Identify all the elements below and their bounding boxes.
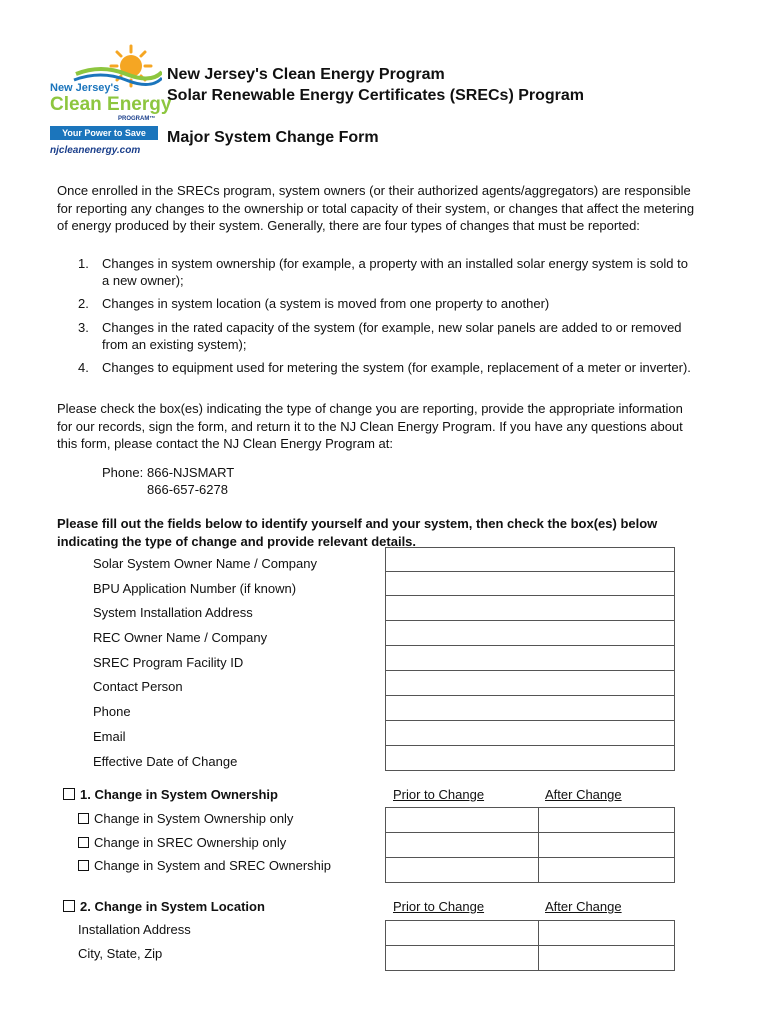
phone-field[interactable] bbox=[385, 695, 675, 721]
section2-prior-field[interactable] bbox=[385, 920, 539, 946]
field-label: SREC Program Facility ID bbox=[93, 655, 244, 670]
njcep-logo bbox=[46, 44, 172, 164]
program-title: New Jersey's Clean Energy Program bbox=[167, 66, 445, 83]
section1-checkbox[interactable] bbox=[63, 788, 75, 800]
section1-title: 1. Change in System Ownership bbox=[80, 787, 278, 802]
phone-label: Phone: bbox=[102, 465, 144, 480]
section2-prior-header: Prior to Change bbox=[393, 899, 485, 914]
list-text: Changes in system location (a system is moved from one property to another) bbox=[102, 296, 550, 311]
section1-after-field[interactable] bbox=[538, 832, 675, 858]
list-text: Changes in the rated capacity of the system (for example, new solar panels are added to or removed from an existing system); bbox=[102, 320, 682, 352]
facility-id-field[interactable] bbox=[385, 645, 675, 671]
section1-heading bbox=[63, 787, 278, 802]
section2-heading bbox=[63, 899, 265, 914]
logo-line3: PROGRAM™ bbox=[118, 116, 156, 122]
list-number: 4. bbox=[78, 360, 89, 375]
phone-number-2: 866-657-6278 bbox=[147, 482, 228, 497]
field-label: Solar System Owner Name / Company bbox=[93, 556, 317, 571]
section1-prior-header: Prior to Change bbox=[393, 787, 485, 802]
section2-row-label: City, State, Zip bbox=[78, 946, 163, 961]
logo-line1: New Jersey's bbox=[50, 82, 120, 94]
fill-instructions: Please fill out the fields below to identify yourself and your system, then check the box(es) below indicating the type of change and provide relevant details. bbox=[57, 516, 658, 549]
list-number: 1. bbox=[78, 256, 89, 271]
option-checkbox[interactable] bbox=[78, 813, 89, 824]
field-label: Effective Date of Change bbox=[93, 754, 238, 769]
owner-name-field[interactable] bbox=[385, 547, 675, 572]
section1-prior-field[interactable] bbox=[385, 832, 539, 858]
section1-after-field[interactable] bbox=[538, 857, 675, 883]
instructions-paragraph: Please check the box(es) indicating the type of change you are reporting, provide the appropriate information for our records, sign the form, and return it to the NJ Clean Energy Program. If you have any questions about this form, please contact the NJ Clean Energy Program at: bbox=[57, 401, 683, 451]
program-subtitle: Solar Renewable Energy Certificates (SRECs) Program bbox=[167, 87, 585, 104]
option-label: Change in System and SREC Ownership bbox=[94, 858, 332, 873]
field-label: Phone bbox=[93, 704, 131, 719]
field-label: System Installation Address bbox=[93, 605, 253, 620]
email-field[interactable] bbox=[385, 720, 675, 746]
field-label: Contact Person bbox=[93, 679, 183, 694]
option-label: Change in SREC Ownership only bbox=[94, 835, 287, 850]
field-label: Email bbox=[93, 729, 126, 744]
logo-url: njcleanenergy.com bbox=[50, 145, 141, 156]
field-label: REC Owner Name / Company bbox=[93, 630, 268, 645]
option-label: Change in System Ownership only bbox=[94, 811, 294, 826]
logo-tagline: Your Power to Save bbox=[50, 126, 158, 140]
section1-option bbox=[78, 811, 293, 826]
list-text: Changes to equipment used for metering the system (for example, replacement of a meter or inverter). bbox=[102, 360, 691, 375]
option-checkbox[interactable] bbox=[78, 837, 89, 848]
section1-prior-field[interactable] bbox=[385, 807, 539, 833]
section2-prior-field[interactable] bbox=[385, 945, 539, 971]
section2-title: 2. Change in System Location bbox=[80, 899, 265, 914]
installation-address-field[interactable] bbox=[385, 595, 675, 621]
section2-checkbox[interactable] bbox=[63, 900, 75, 912]
section1-option bbox=[78, 835, 286, 850]
section2-after-field[interactable] bbox=[538, 920, 675, 946]
section2-row-label: Installation Address bbox=[78, 922, 191, 937]
phone-number-1: 866-NJSMART bbox=[147, 465, 235, 480]
section2-after-field[interactable] bbox=[538, 945, 675, 971]
effective-date-field[interactable] bbox=[385, 745, 675, 771]
section1-option bbox=[78, 858, 331, 873]
option-checkbox[interactable] bbox=[78, 860, 89, 871]
logo-line2: Clean Energy bbox=[50, 94, 172, 115]
section1-after-header: After Change bbox=[545, 787, 622, 802]
form-title: Major System Change Form bbox=[167, 129, 379, 146]
list-text: Changes in system ownership (for example, a property with an installed solar energy system is sold to a new owner); bbox=[102, 256, 688, 288]
list-number: 2. bbox=[78, 296, 89, 311]
bpu-application-field[interactable] bbox=[385, 571, 675, 596]
field-label: BPU Application Number (if known) bbox=[93, 581, 297, 596]
contact-person-field[interactable] bbox=[385, 670, 675, 696]
intro-paragraph: Once enrolled in the SRECs program, system owners (or their authorized agents/aggregators) are responsible for reporting any changes to the ownership or total capacity of their system, or changes that affect the metering of energy produced by their system. Generally, there are four types of changes that must be reported: bbox=[57, 183, 695, 233]
section1-prior-field[interactable] bbox=[385, 857, 539, 883]
section1-after-field[interactable] bbox=[538, 807, 675, 833]
list-number: 3. bbox=[78, 320, 89, 335]
rec-owner-field[interactable] bbox=[385, 620, 675, 646]
section2-after-header: After Change bbox=[545, 899, 622, 914]
